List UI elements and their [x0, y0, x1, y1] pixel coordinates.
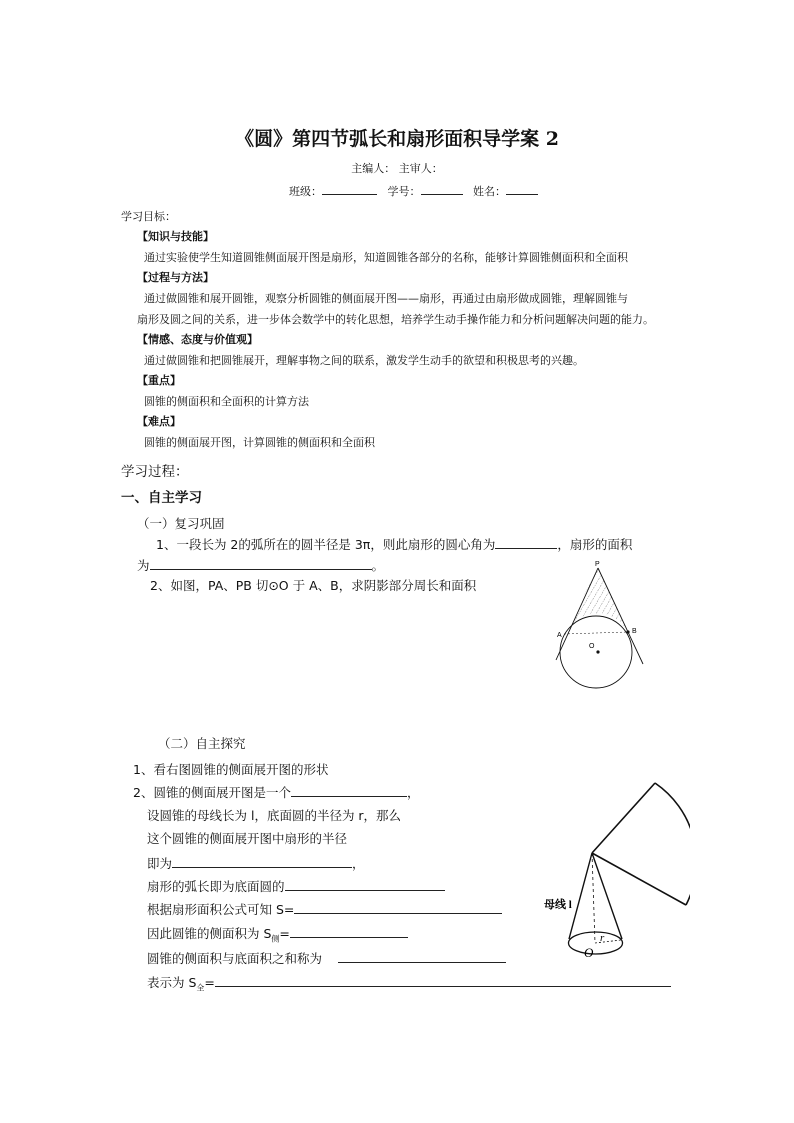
sector-radius-top [592, 783, 655, 853]
cone-right-side [592, 853, 622, 939]
question-2: 2、如图，PA、PB 切⊙O 于 A、B，求阴影部分周长和面积 [150, 578, 477, 593]
center-dot [596, 650, 599, 653]
center-label: O [584, 945, 594, 960]
label-p: P [595, 561, 600, 568]
area-blank[interactable] [150, 556, 372, 570]
sector-radius-bottom [592, 853, 686, 905]
label-b: B [632, 628, 637, 635]
knowledge-text: 通过实验使学生知道圆锥侧面展开图是扇形，知道圆锥各部分的名称，能够计算圆锥侧面积和全面积 [144, 251, 628, 264]
explore-9: 圆锥的侧面积与底面积之和称为 [147, 949, 506, 967]
radius-label: r [600, 932, 605, 944]
base-radius [595, 940, 621, 943]
arc-blank[interactable] [285, 877, 445, 891]
process-text-1: 通过做圆锥和展开圆锥，观察分析圆锥的侧面展开图——扇形，再通过由扇形做成圆锥，理解圆锥与 [144, 292, 628, 305]
emotion-text: 通过做圆锥和把圆锥展开，理解事物之间的联系，激发学生动手的欲望和积极思考的兴趣。 [144, 354, 584, 367]
cone-sector-figure [540, 775, 690, 975]
label-o: O [589, 643, 595, 650]
explore-3: 设圆锥的母线长为 l，底面圆的半径为 r，那么 [147, 808, 402, 823]
page-title: 《圆》第四节弧长和扇形面积导学案 2 [235, 128, 559, 150]
knowledge-heading: 【知识与技能】 [137, 230, 214, 243]
explore-5: 即为 ， [147, 856, 365, 871]
explore-6: 扇形的弧长即为底面圆的 [147, 877, 445, 895]
question-1: 1、一段长为 2的弧所在的圆半径是 3π，则此扇形的圆心角为 ，扇形的面积 [156, 537, 633, 552]
explore-4: 这个圆锥的侧面展开图中扇形的半径 [147, 831, 348, 846]
number-blank[interactable] [421, 181, 463, 195]
class-blank[interactable] [322, 181, 377, 195]
number-label: 学号： [387, 185, 421, 198]
point-b-dot [626, 630, 629, 633]
info-line [289, 181, 538, 199]
explore-8: 因此圆锥的侧面积为 $S_侧=$ [147, 924, 408, 945]
sub-explore: （二）自主探究 [158, 736, 246, 751]
angle-blank[interactable] [495, 535, 557, 549]
generatrix-label: 母线 l [544, 899, 572, 911]
process-heading: 【过程与方法】 [137, 271, 214, 284]
sector-arc [655, 783, 690, 905]
emotion-heading: 【情感、态度与价值观】 [137, 333, 258, 346]
difficulty-text: 圆锥的侧面展开图，计算圆锥的侧面积和全面积 [144, 436, 375, 449]
tangent-circle-figure [546, 560, 656, 710]
class-label: 班级： [289, 185, 322, 198]
lateral-area-blank[interactable] [290, 924, 408, 938]
section-self-study: 一、自主学习 [121, 490, 202, 506]
total-name-blank[interactable] [338, 949, 506, 963]
process-heading-main: 学习过程： [121, 464, 189, 480]
explore-10: 表示为 $S_全=$ [147, 973, 671, 994]
explore-1: 1、看右图圆锥的侧面展开图的形状 [133, 762, 329, 777]
radius-blank[interactable] [172, 854, 352, 868]
editor-line: 主编人： 主审人： [351, 162, 443, 175]
formula-blank[interactable] [294, 900, 502, 914]
objectives-heading: 学习目标： [121, 210, 176, 223]
total-area-blank[interactable] [215, 973, 671, 987]
label-a: A [557, 632, 562, 639]
key-text: 圆锥的侧面积和全面积的计算方法 [144, 395, 309, 408]
chord-ab [564, 632, 628, 634]
process-text-2: 扇形及圆之间的关系，进一步体会数学中的转化思想，培养学生动手操作能力和分析问题解决问题的能力。 [137, 313, 654, 326]
cone-height [592, 853, 595, 943]
explore-2: 2、圆锥的侧面展开图是一个 ， [133, 785, 420, 800]
difficulty-heading: 【难点】 [137, 415, 181, 428]
key-heading: 【重点】 [137, 374, 181, 387]
cone-left-side [569, 853, 592, 939]
tangent-line-pb [598, 568, 643, 664]
name-blank[interactable] [506, 181, 538, 195]
explore-7: 根据扇形面积公式可知 S= [147, 900, 502, 918]
question-1-cont: 为 。 [137, 558, 385, 573]
circle-o [560, 616, 632, 688]
shape-blank[interactable] [291, 783, 407, 797]
sub-review: （一）复习巩固 [137, 516, 225, 531]
name-label: 姓名： [473, 185, 506, 198]
